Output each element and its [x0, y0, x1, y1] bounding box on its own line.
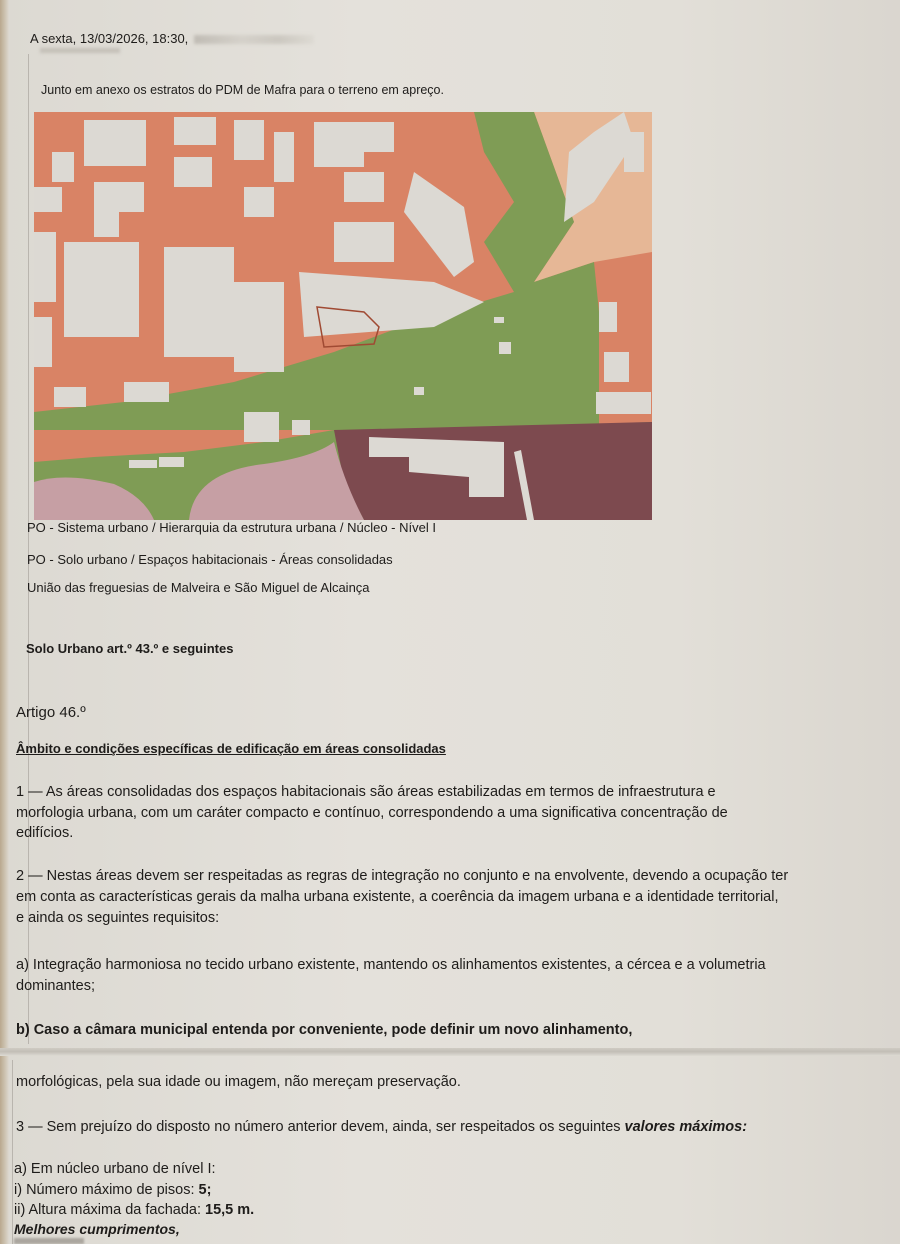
page-edge: [0, 0, 9, 1244]
paragraph-1-line: edifícios.: [16, 825, 74, 841]
legend-item-urban-soil: PO - Solo urbano / Espaços habitacionais - Áreas consolidadas: [27, 552, 393, 567]
item-b-continuation: morfológicas, pela sua idade ou imagem, não mereçam preservação.: [16, 1074, 461, 1090]
paragraph-2-line: em conta as características gerais da malha urbana existente, a coerência da imagem urbana e a identidade territorial,: [16, 889, 779, 905]
email-date: A sexta, 13/03/2026, 18:30,: [30, 31, 189, 46]
max-height: [14, 1201, 254, 1219]
max-floors-label: i) Número máximo de pisos:: [14, 1182, 199, 1198]
legend-item-urban-system: PO - Sistema urbano / Hierarquia da estrutura urbana / Núcleo - Nível I: [27, 520, 436, 535]
paragraph-2-line: e ainda os seguintes requisitos:: [16, 910, 220, 926]
article-number: Artigo 46.º: [16, 704, 86, 721]
max-height-value: 15,5 m.: [205, 1202, 255, 1218]
paragraph-2-line: 2 — Nestas áreas devem ser respeitadas as regras de integração no conjunto e na envolvente, devendo a ocupação ter: [16, 868, 789, 884]
max-height-label: ii) Altura máxima da fachada:: [14, 1202, 206, 1218]
redacted-line: [40, 48, 120, 53]
item-a-line: dominantes;: [16, 978, 95, 994]
legend-item-parish: União das freguesias de Malveira e São Miguel de Alcainça: [27, 580, 370, 595]
item-a-line: a) Integração harmoniosa no tecido urbano existente, mantendo os alinhamentos existentes, a cércea e a volumetria: [16, 957, 766, 973]
cropped-signature-name: [14, 1238, 84, 1244]
paragraph-3-emphasis: valores máximos:: [624, 1119, 748, 1135]
paragraph-1-line: morfologia urbana, com um caráter compacto e contínuo, correspondendo a uma significativa concentração de: [16, 805, 728, 821]
map-drawing: [34, 112, 652, 520]
article-title: Âmbito e condições específicas de edificação em áreas consolidadas: [16, 741, 446, 756]
zoning-map: [34, 112, 652, 520]
nucleus-level: a) Em núcleo urbano de nível I:: [14, 1161, 216, 1177]
quote-border-lower: [12, 1060, 13, 1244]
email-intro: Junto em anexo os estratos do PDM de Mafra para o terreno em apreço.: [41, 83, 444, 97]
paragraph-3-text: 3 — Sem prejuízo do disposto no número anterior devem, ainda, ser respeitados os seguintes: [16, 1119, 625, 1135]
paragraph-3: [16, 1118, 747, 1136]
item-b: b) Caso a câmara municipal entenda por conveniente, pode definir um novo alinhamento,: [16, 1022, 633, 1038]
page-fold: [0, 1048, 900, 1056]
email-header: [30, 30, 314, 48]
paragraph-1-line: 1 — As áreas consolidadas dos espaços habitacionais são áreas estabilizadas em termos de infraestrutura e: [16, 784, 716, 800]
section-heading: Solo Urbano art.º 43.º e seguintes: [26, 641, 234, 656]
max-floors: [14, 1181, 211, 1199]
max-floors-value: 5;: [198, 1182, 212, 1198]
closing-signature: Melhores cumprimentos,: [14, 1221, 180, 1237]
redacted-sender: [194, 35, 314, 44]
